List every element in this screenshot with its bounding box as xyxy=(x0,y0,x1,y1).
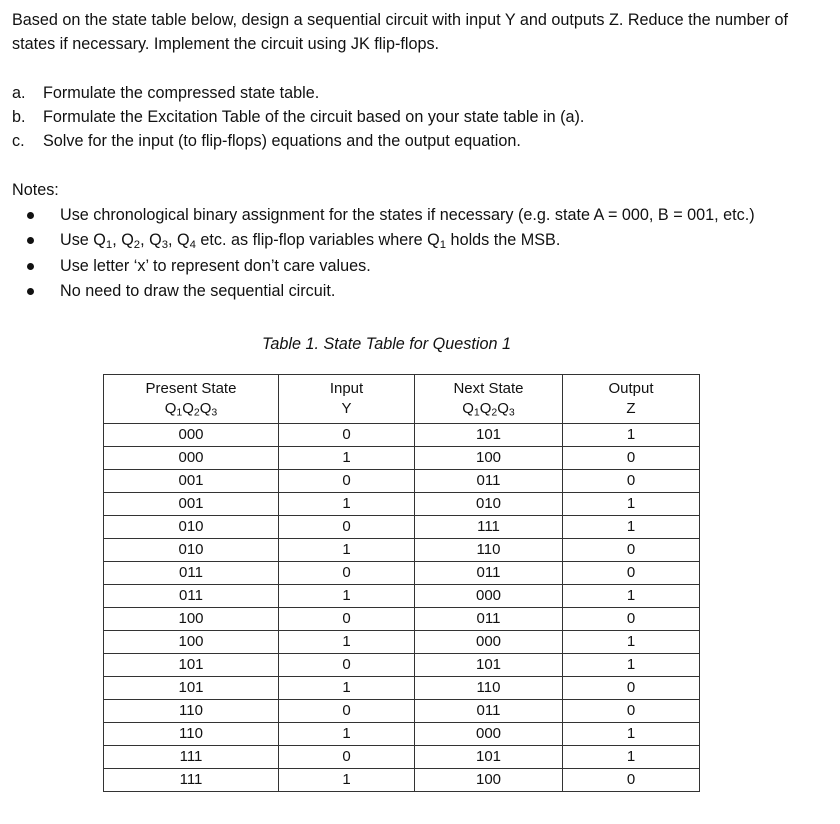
cell-present-state: 011 xyxy=(104,562,279,585)
cell-input: 0 xyxy=(279,608,415,631)
table-caption: Table 1. State Table for Question 1 xyxy=(262,335,511,353)
header-next-state xyxy=(415,375,563,424)
cell-output: 0 xyxy=(563,562,700,585)
cell-present-state: 101 xyxy=(104,654,279,677)
cell-next-state: 100 xyxy=(415,769,563,792)
header-line: Present State xyxy=(145,380,237,397)
cell-present-state: 111 xyxy=(104,746,279,769)
bullet-icon xyxy=(27,237,34,244)
table-body xyxy=(104,424,700,792)
cell-input: 0 xyxy=(279,516,415,539)
cell-input: 1 xyxy=(279,677,415,700)
table-row xyxy=(104,654,700,677)
cell-present-state: 101 xyxy=(104,677,279,700)
cell-output: 1 xyxy=(563,585,700,608)
table-row xyxy=(104,677,700,700)
note-text: Use $Q_1$, $Q_2$, $Q_3$, $Q_4$ etc. as flip-flop variables where $Q_1$ holds the MSB. xyxy=(60,231,561,251)
table-row xyxy=(104,470,700,493)
table-row xyxy=(104,562,700,585)
cell-present-state: 001 xyxy=(104,493,279,516)
cell-next-state: 101 xyxy=(415,746,563,769)
bullet-icon xyxy=(27,288,34,295)
header-subline: $Q_1Q_2Q_3$ xyxy=(164,400,218,419)
cell-next-state: 110 xyxy=(415,539,563,562)
header-line: Input xyxy=(329,380,364,397)
cell-input: 0 xyxy=(279,746,415,769)
task-b-marker: b. xyxy=(12,108,26,126)
header-present-state xyxy=(104,375,279,424)
cell-next-state: 000 xyxy=(415,631,563,654)
intro-paragraph: Based on the state table below, design a sequential circuit with input Y and outputs Z. Reduce the number of states if necessary. Implement the circuit using JK flip-flops. xyxy=(12,11,789,53)
cell-next-state: 011 xyxy=(415,470,563,493)
cell-present-state: 111 xyxy=(104,769,279,792)
cell-output: 0 xyxy=(563,447,700,470)
cell-output: 1 xyxy=(563,493,700,516)
table-row xyxy=(104,631,700,654)
header-subline: $Q_1Q_2Q_3$ xyxy=(462,400,515,419)
cell-next-state: 110 xyxy=(415,677,563,700)
cell-input: 1 xyxy=(279,585,415,608)
cell-output: 1 xyxy=(563,746,700,769)
cell-present-state: 011 xyxy=(104,585,279,608)
cell-input: 1 xyxy=(279,723,415,746)
table-row xyxy=(104,746,700,769)
cell-next-state: 101 xyxy=(415,654,563,677)
note-text: Use letter ‘x’ to represent don’t care values. xyxy=(60,257,371,275)
task-a-marker: a. xyxy=(12,84,26,102)
table-row xyxy=(104,493,700,516)
table-header-row xyxy=(104,375,700,424)
task-a-text: Formulate the compressed state table. xyxy=(43,84,320,102)
cell-next-state: 011 xyxy=(415,700,563,723)
cell-output: 0 xyxy=(563,539,700,562)
note-text: No need to draw the sequential circuit. xyxy=(60,282,336,300)
cell-present-state: 100 xyxy=(104,608,279,631)
cell-input: 1 xyxy=(279,493,415,516)
state-table xyxy=(103,374,700,792)
cell-output: 0 xyxy=(563,700,700,723)
header-line: Next State xyxy=(453,380,524,397)
cell-present-state: 100 xyxy=(104,631,279,654)
cell-output: 0 xyxy=(563,470,700,493)
cell-output: 0 xyxy=(563,769,700,792)
cell-input: 0 xyxy=(279,654,415,677)
cell-next-state: 000 xyxy=(415,585,563,608)
table-row xyxy=(104,608,700,631)
cell-input: 0 xyxy=(279,700,415,723)
cell-present-state: 010 xyxy=(104,539,279,562)
task-b-text: Formulate the Excitation Table of the circuit based on your state table in (a). xyxy=(43,108,585,126)
cell-next-state: 011 xyxy=(415,562,563,585)
header-input xyxy=(279,375,415,424)
cell-present-state: 000 xyxy=(104,424,279,447)
header-line: Output xyxy=(608,380,654,397)
table-row xyxy=(104,447,700,470)
task-c-text: Solve for the input (to flip-flops) equations and the output equation. xyxy=(43,132,521,150)
cell-present-state: 110 xyxy=(104,700,279,723)
cell-output: 1 xyxy=(563,516,700,539)
cell-next-state: 111 xyxy=(415,516,563,539)
notes-title: Notes: xyxy=(12,181,59,199)
cell-next-state: 100 xyxy=(415,447,563,470)
table-row xyxy=(104,424,700,447)
cell-present-state: 001 xyxy=(104,470,279,493)
cell-output: 0 xyxy=(563,608,700,631)
cell-present-state: 000 xyxy=(104,447,279,470)
cell-input: 0 xyxy=(279,424,415,447)
table-row xyxy=(104,769,700,792)
cell-input: 0 xyxy=(279,562,415,585)
bullet-icon xyxy=(27,212,34,219)
header-subline: Y xyxy=(341,400,352,417)
cell-output: 1 xyxy=(563,723,700,746)
table-row xyxy=(104,539,700,562)
cell-present-state: 010 xyxy=(104,516,279,539)
cell-input: 1 xyxy=(279,769,415,792)
note-text: Use chronological binary assignment for the states if necessary (e.g. state A = 000, B = 001, etc.) xyxy=(60,206,755,224)
cell-input: 1 xyxy=(279,447,415,470)
cell-output: 1 xyxy=(563,424,700,447)
cell-input: 1 xyxy=(279,539,415,562)
table-row xyxy=(104,516,700,539)
cell-next-state: 101 xyxy=(415,424,563,447)
cell-output: 1 xyxy=(563,631,700,654)
cell-output: 1 xyxy=(563,654,700,677)
table-row xyxy=(104,585,700,608)
cell-input: 0 xyxy=(279,470,415,493)
table-row xyxy=(104,723,700,746)
cell-next-state: 000 xyxy=(415,723,563,746)
table-row xyxy=(104,700,700,723)
cell-present-state: 110 xyxy=(104,723,279,746)
cell-output: 0 xyxy=(563,677,700,700)
cell-next-state: 010 xyxy=(415,493,563,516)
cell-next-state: 011 xyxy=(415,608,563,631)
task-c-marker: c. xyxy=(12,132,25,150)
cell-input: 1 xyxy=(279,631,415,654)
header-subline: Z xyxy=(626,400,636,417)
bullet-icon xyxy=(27,263,34,270)
header-output xyxy=(563,375,700,424)
